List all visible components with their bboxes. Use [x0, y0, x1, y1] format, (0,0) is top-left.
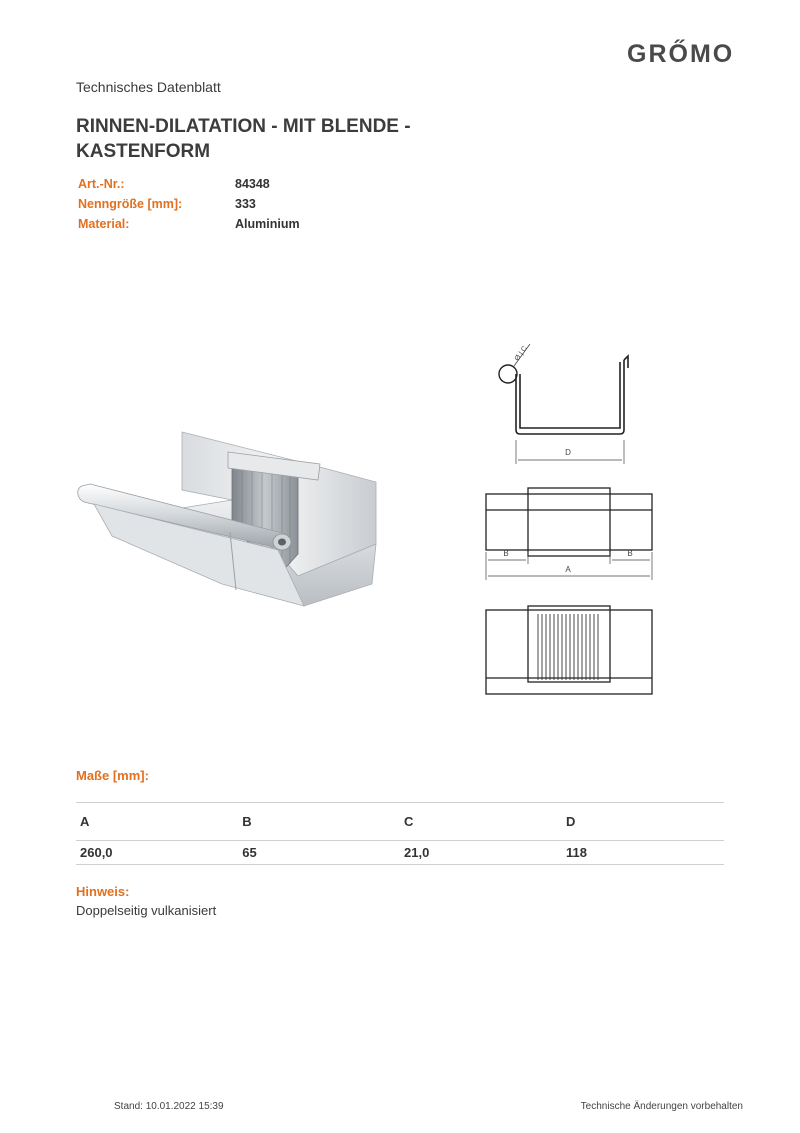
product-title-line-1: RINNEN-DILATATION - MIT BLENDE - [76, 116, 411, 137]
footer-disclaimer: Technische Änderungen vorbehalten [580, 1101, 743, 1112]
label-b-right: B [627, 549, 633, 558]
spec-row-size [78, 194, 300, 214]
table-row [76, 841, 724, 865]
header-c: C [400, 803, 562, 841]
product-title-line-2: KASTENFORM [76, 141, 211, 162]
spec-value: 333 [235, 197, 256, 211]
document-type: Technisches Datenblatt [76, 79, 221, 95]
spec-label: Art.-Nr.: [78, 177, 125, 191]
product-photo [72, 424, 384, 610]
header-b: B [238, 803, 400, 841]
header-d: D [562, 803, 724, 841]
label-a: A [565, 565, 571, 574]
spec-list [78, 174, 300, 234]
note-text: Doppelseitig vulkanisiert [76, 903, 217, 918]
spec-label: Nenngröße [mm]: [78, 197, 183, 211]
label-c: Ø | C [513, 345, 529, 363]
value-d: 118 [562, 841, 724, 865]
value-c: 21,0 [400, 841, 562, 865]
spec-value: Aluminium [235, 217, 300, 231]
label-d: D [565, 448, 571, 457]
value-b: 65 [238, 841, 400, 865]
dimensions-table [76, 802, 724, 865]
value-a: 260,0 [76, 841, 238, 865]
spec-label: Material: [78, 217, 130, 231]
spec-row-material [78, 214, 300, 234]
brand-logo: GRŐMO [627, 40, 735, 68]
spec-row-article [78, 174, 300, 194]
table-header-row [76, 803, 724, 841]
label-b-left: B [503, 549, 509, 558]
note-title: Hinweis: [76, 884, 130, 899]
header-a: A [76, 803, 238, 841]
footer-date: Stand: 10.01.2022 15:39 [114, 1101, 224, 1112]
dimensions-title: Maße [mm]: [76, 768, 149, 783]
product-title [76, 114, 496, 164]
spec-value: 84348 [235, 177, 270, 191]
technical-drawing [478, 338, 668, 704]
